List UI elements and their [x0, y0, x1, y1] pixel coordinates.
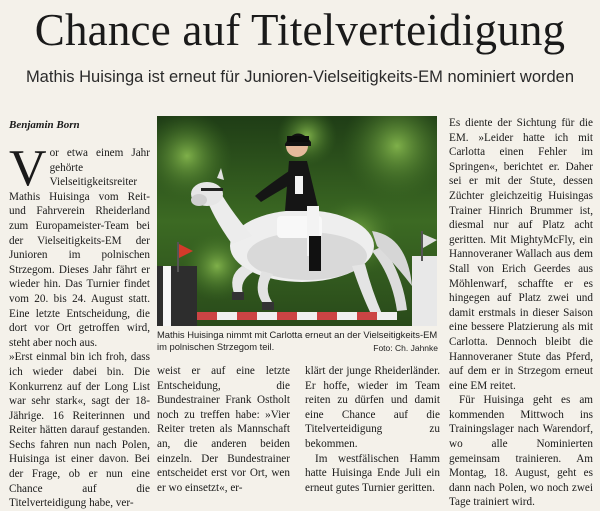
- paragraph: Für Huisinga geht es am kommenden Mittwoch ins Trainingslager nach Warendorf, wo alle Nominierten gemeinsam trainieren. Am Montag, 18. August, geht es dann nach Polen, wo noch zwei Tage trainiert wird.: [449, 394, 593, 509]
- photo-credit: Foto: Ch. Jahnke: [373, 343, 438, 353]
- article-subheadline: Mathis Huisinga ist erneut für Junioren-Vielseitigkeits-EM nominiert worden: [25, 68, 575, 86]
- article-photo: [157, 116, 437, 326]
- text-column-1: [9, 140, 150, 511]
- photo-caption: [157, 329, 438, 354]
- article-headline: Chance auf Titelverteidigung: [34, 5, 566, 55]
- text-column-2: [157, 364, 290, 495]
- text-column-3: [305, 364, 440, 495]
- paragraph: weist er auf eine letzte Entscheidung, die Bundestrainer Frank Ostholt noch zu treffen habe: »Vier Reiter treten als Mannschaft an, die anderen beiden einzeln. Der Bundestrainer entscheidet erst vor Ort, wen er wo einsetzt«, er-: [157, 365, 290, 494]
- paragraph: or etwa einem Jahr gehörte Vielseitigkeitsreiter Mathis Huisinga vom Reit- und Fahrverein Rheiderland zum Europameister-Team bei der Vielseitigkeits-EM der Junioren im polnischen Strzegom. Dieses Jahr fährt er wieder hin. Das Turnier findet vom 20. bis 24. August statt. Eine letzte Entscheidung, die dort vor Ort getroffen wird, steht aber noch aus.: [9, 147, 150, 349]
- caption-text: Mathis Huisinga nimmt mit Carlotta erneut an der Vielseitigkeits-EM im polnischen Strzegom teil.: [157, 329, 438, 352]
- text-column-4: [449, 116, 593, 510]
- drop-cap: V: [9, 140, 47, 197]
- paragraph: klärt der junge Rheiderländer. Er hoffe, wieder im Team reiten zu dürfen und damit eine Chance auf die Titelverteidigung zu bekommen.: [305, 365, 440, 450]
- paragraph: Im westfälischen Hamm hatte Huisinga Ende Juli ein erneut gutes Turnier geritten.: [305, 452, 440, 494]
- horse-jumping-photo: [157, 116, 437, 326]
- paragraph: »Erst einmal bin ich froh, dass ich wieder dabei bin. Die Konkurrenz auf der Long List war sehr stark«, sagt der 18-Jährige. 16 Reiterinnen und Reiter hätten darauf gestanden. Sechs fahren nun nach Polen, Huisinga ist einer davon. Bei der Frage, ob er nun eine Chance auf die Titelverteidigung habe, ver-: [9, 351, 150, 510]
- article-author: Benjamin Born: [9, 119, 80, 131]
- paragraph: Es diente der Sichtung für die EM. »Leider hatte ich mit Carlotta einen Fehler im Springen«, berichtet er. Daher sei er mit der Stute, dessen Züchter gleichzeitig Huisingas Trainer Hinrich Brummer ist, diesmal nur auf Platz acht geritten. Mit MightyMcFly, ein Hannoveraner Wallach aus dem Stall von Erich Geerdes aus Möhlenwarf, schaffte er es hingegen auf Platz zwei und damit erstmals in dieser Saison eine bessere Platzierung als mit Carlotta. Dennoch bleibt die Hannoveraner Stute das Pferd, auf dem er in Strzegom erneut eine EM reitet.: [449, 117, 593, 392]
